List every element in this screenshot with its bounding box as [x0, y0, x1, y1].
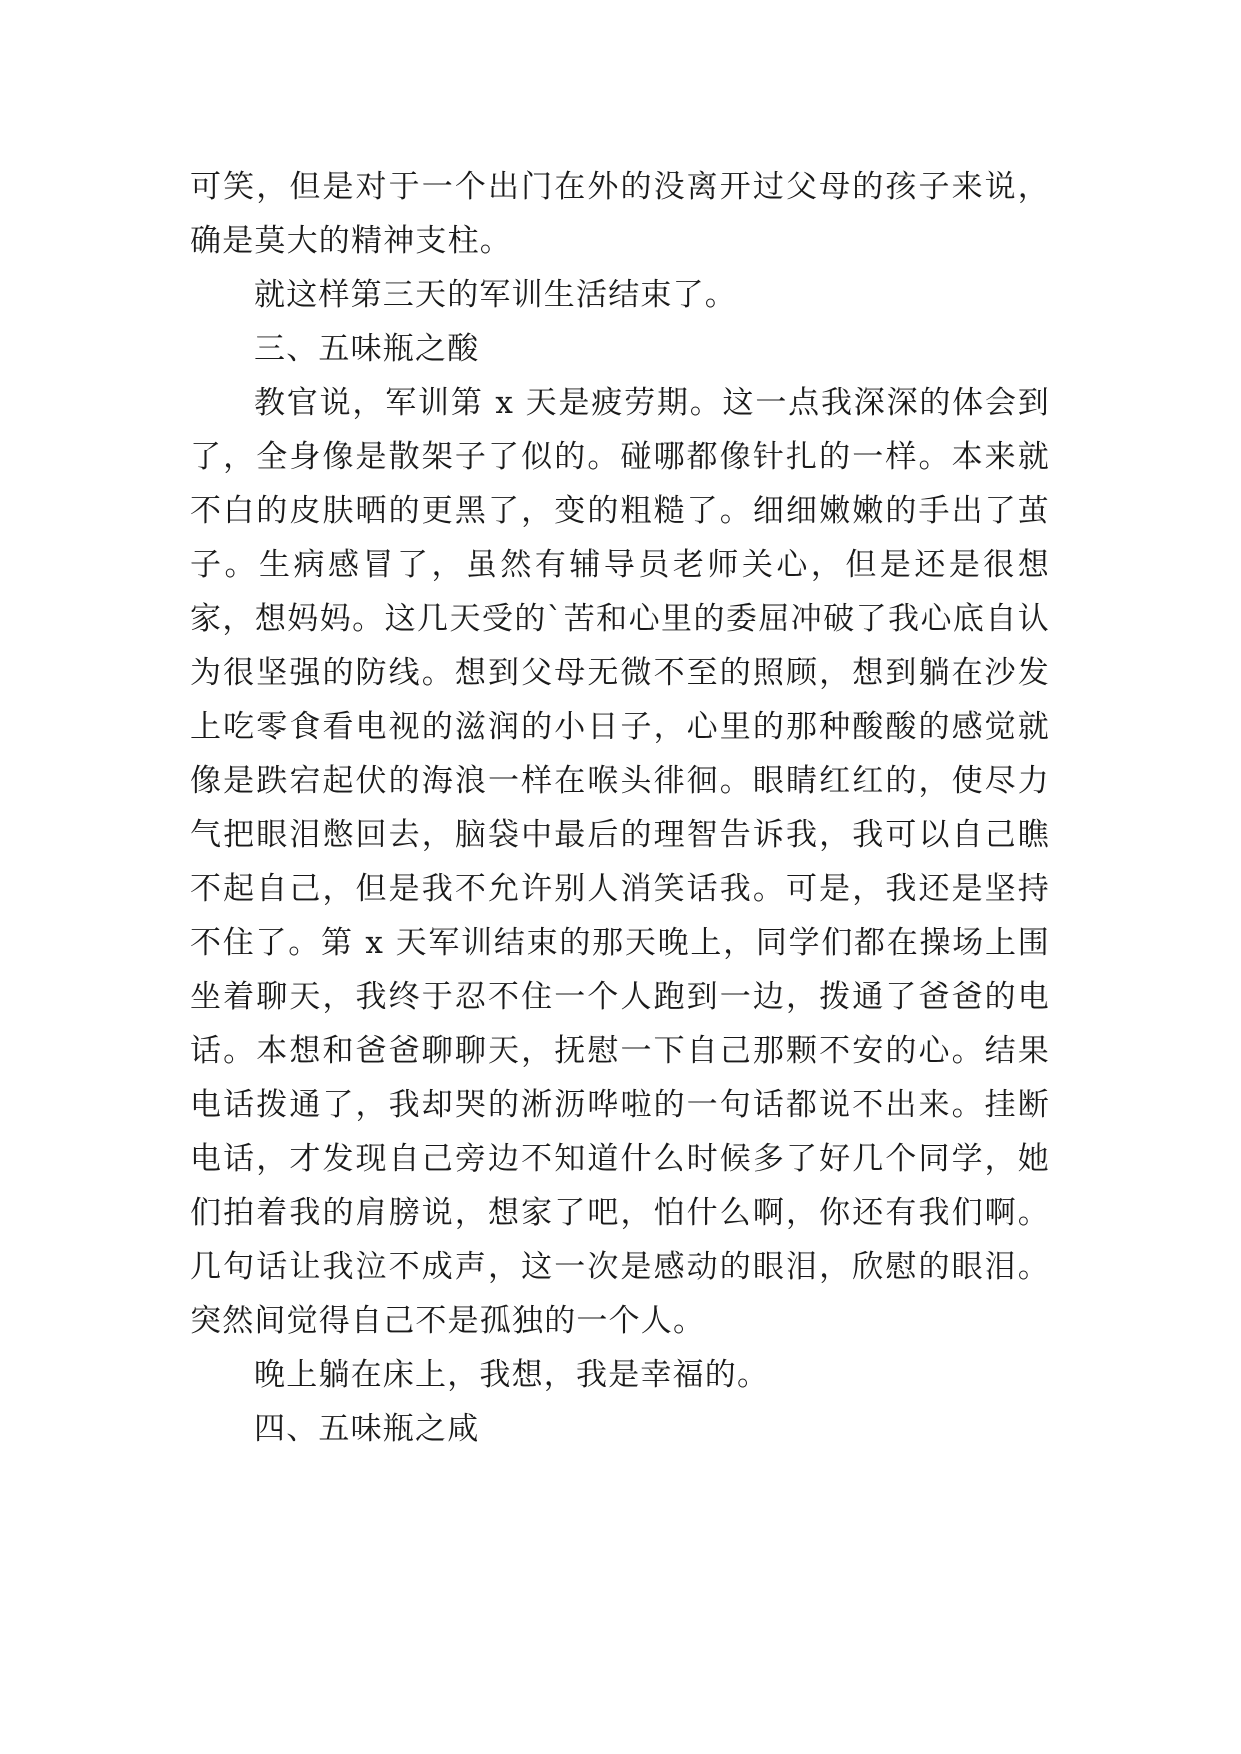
section-heading-salty: 四、五味瓶之咸 — [254, 1411, 480, 1447]
paragraph-evening: 晚上躺在床上，我想，我是幸福的。 — [254, 1357, 770, 1393]
paragraph-day-three-end: 就这样第三天的军训生活结束了。 — [254, 277, 737, 313]
paragraph-continuation: 可笑，但是对于一个出门在外的没离开过父母的孩子来说，确是莫大的精神支柱。 — [190, 169, 1050, 259]
paragraph-sour-story: 教官说，军训第 x 天是疲劳期。这一点我深深的体会到了，全身像是散架子了似的。碰哪都像针扎的一样。本来就不白的皮肤晒的更黑了，变的粗糙了。细细嫩嫩的手出了茧子。生病感冒了，虽然有辅导员老师关心，但是还是很想家，想妈妈。这几天受的`苦和心里的委屈冲破了我心底自认为很坚强的防线。想到父母无微不至的照顾，想到躺在沙发上吃零食看电视的滋润的小日子，心里的那种酸酸的感觉就像是跌宕起伏的海浪一样在喉头徘徊。眼睛红红的，使尽力气把眼泪憋回去，脑袋中最后的理智告诉我，我可以自己瞧不起自己，但是我不允许别人消笑话我。可是，我还是坚持不住了。第 x 天军训结束的那天晚上，同学们都在操场上围坐着聊天，我终于忍不住一个人跑到一边，拨通了爸爸的电话。本想和爸爸聊聊天，抚慰一下自己那颗不安的心。结果电话拨通了，我却哭的淅沥哗啦的一句话都说不出来。挂断电话，才发现自己旁边不知道什么时候多了好几个同学，她们拍着我的肩膀说，想家了吧，怕什么啊，你还有我们啊。几句话让我泣不成声，这一次是感动的眼泪，欣慰的眼泪。突然间觉得自己不是孤独的一个人。 — [190, 385, 1050, 1339]
document-body — [190, 160, 1050, 1456]
section-heading-sour: 三、五味瓶之酸 — [254, 331, 480, 367]
